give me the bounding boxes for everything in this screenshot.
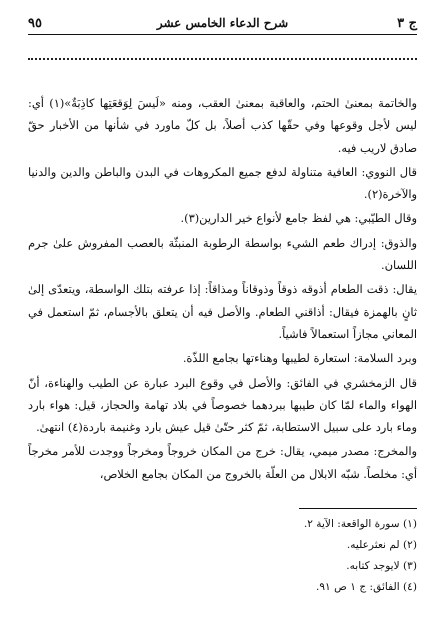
paragraph: وقال الطيّبي: هي لفظ جامع لأنواع خير الدارين(٣). [180,211,417,226]
footnote: (٣) لايوجد كتابه. [346,560,417,572]
running-header [28,12,417,35]
paragraph: والمخرج: مصدر ميمي، يقال: خرج من المكان خروجاً ومخرجاً ووجدت للأمر مخرجاً أي: مخلصاً. شبّه الابلال من العلّة بالخروج من المكان بجامع الخلاص، [28,444,417,481]
footnote: (٤) الفائق: ج ١ ص ٩١. [315,581,417,593]
paragraph: قال الزمخشري في الفائق: والأصل في وقوع البرد عبارة عن الطيب والهناءة، أنّ الهواء والماء لمّا كان طيبها ببردهما خصوصاً في بلاد تهامة والحجاز، قيل: هواء بارد وماء بارد على سبيل الاستطابة، ثمّ كثر حتّىٰ قيل عيش بارد وغنيمة باردة(٤) انتهىٰ. [28,375,417,435]
page-number: ٩٥ [28,15,42,31]
running-title: شرح الدعاء الخامس عشر [156,16,289,30]
paragraph: قال النووي: العافية متناولة لدفع جميع المكروهات في البدن والباطن والدين والدنيا والآخرة(٢). [28,164,417,202]
paragraph: يقال: ذقت الطعام أذوقه ذوقاً وذوقاناً ومذاقاً: إذا عرفته بتلك الواسطة، ويتعدّى إلىٰ ثانٍ بالهمزة فيقال: أذاقني الطعام. والأصل فيه أن يتعلق بالأجسام، ثمّ استعمل في المعاني مجازاً استعمالاً فاشياً. [28,282,417,341]
paragraph: والذوق: إدراك طعم الشيء بواسطة الرطوبة المنبثّة بالعصب المفروش علىٰ جرم اللسان. [28,235,417,273]
footnotes [200,514,417,598]
footnote: (٢) لم نعثرعليه. [346,539,417,551]
footnote-separator [299,508,417,509]
body-text [28,92,417,487]
paragraph: والخاتمة بمعنىٰ الحتم، والعاقبة بمعنىٰ العقب، ومنه «لَيسَ لِوَقعَتِها كاذِبَةٌ»(١) أي: ليس لأجل وقوعها وفي حقّها كذب أصلاً، بل كلّ ماورد في شأنها من الأخبار حقّ صادق لاريب فيه. [28,96,418,155]
footnote: (١) سورة الواقعة: الآية ٢. [303,518,417,530]
paragraph: وبرد السلامة: استعارة لطيبها وهناءتها بجامع اللذّة. [182,351,417,366]
dotted-divider [28,58,417,60]
volume-label: ج ٣ [397,15,417,31]
